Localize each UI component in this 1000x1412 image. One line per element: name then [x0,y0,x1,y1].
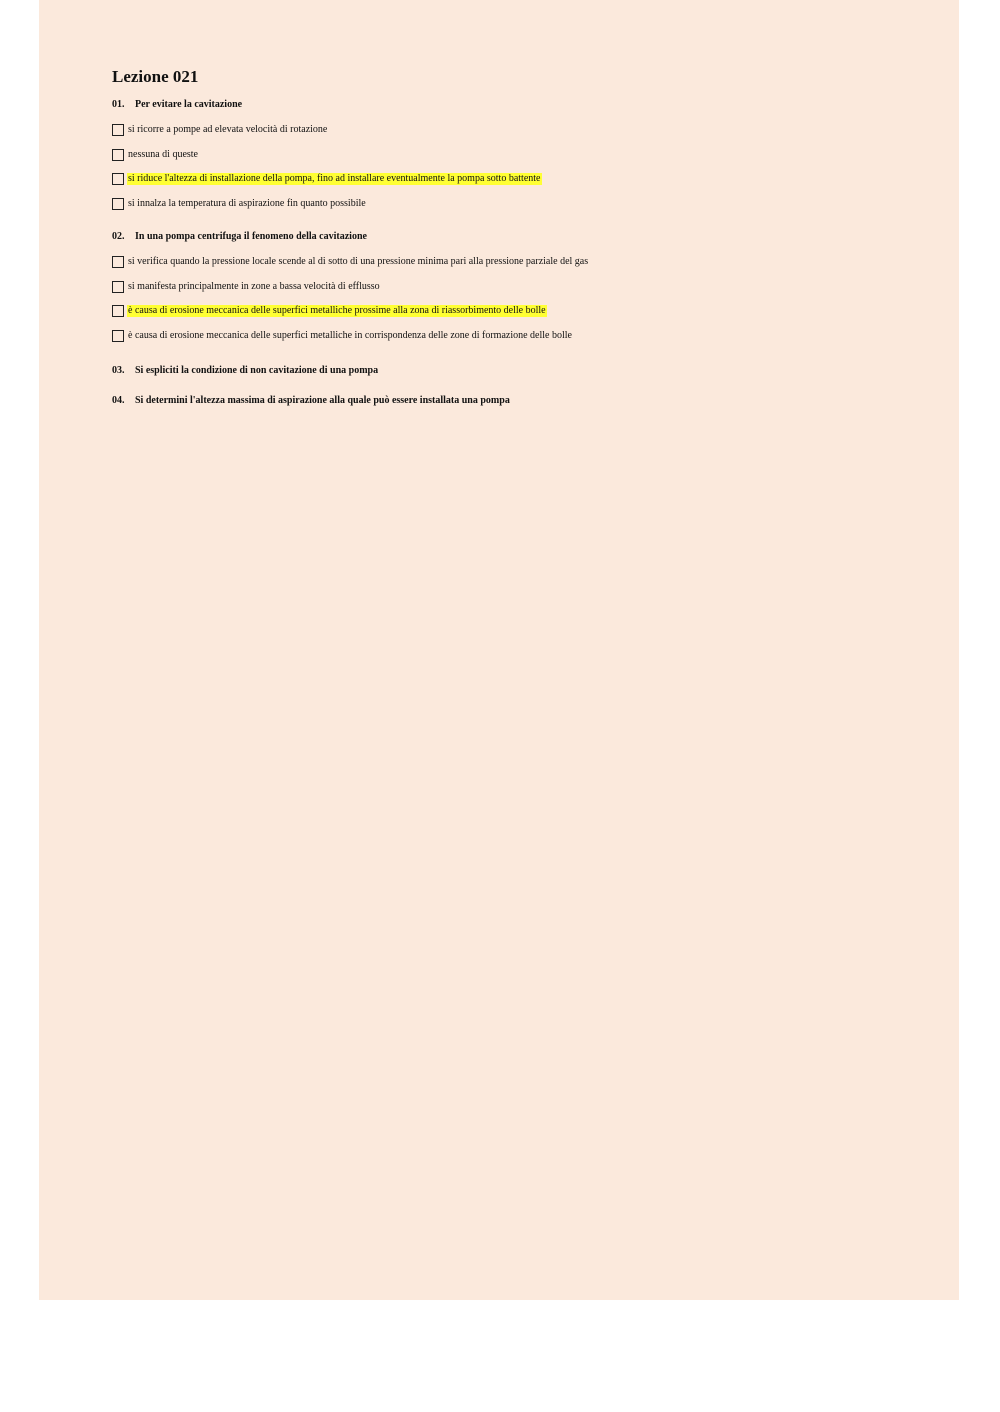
question-text: Si determini l'altezza massima di aspirazione alla quale può essere installata una pompa [135,395,510,406]
answer-checkbox[interactable] [112,149,124,161]
question-number: 01. [112,99,125,110]
answer-checkbox[interactable] [112,305,124,317]
question-1 [112,98,912,216]
question-2 [112,230,912,348]
answer-option [112,275,912,300]
answer-text: nessuna di queste [128,148,198,160]
answer-option [112,324,912,349]
answer-checkbox[interactable] [112,330,124,342]
question-text: Si espliciti la condizione di non cavitazione di una pompa [135,365,379,376]
answer-option [112,167,912,192]
answer-text: si ricorre a pompe ad elevata velocità di rotazione [128,124,328,136]
question-3 [112,364,912,378]
answer-text: si verifica quando la pressione locale scende al di sotto di una pressione minima pari alla pressione parziale del gas [128,256,589,268]
answer-option [112,192,912,217]
lesson-title: Lezione 021 [112,67,199,86]
answer-text: è causa di erosione meccanica delle superfici metalliche in corrispondenza delle zone di formazione delle bolle [128,329,572,341]
answer-checkbox[interactable] [112,198,124,210]
answer-text: si manifesta principalmente in zone a bassa velocità di efflusso [128,280,380,292]
answer-option [112,299,912,324]
answer-checkbox[interactable] [112,173,124,185]
highlighted-answer-text: è causa di erosione meccanica delle superfici metalliche prossime alla zona di riassorbimento delle bolle [128,305,546,317]
answer-option [112,118,912,143]
question-heading [112,394,912,408]
answer-text: si innalza la temperatura di aspirazione fin quanto possibile [128,197,366,209]
question-heading [112,364,912,378]
document-page [39,0,959,1300]
answer-option [112,250,912,275]
document-content [112,66,912,422]
answer-checkbox[interactable] [112,256,124,268]
answer-checkbox[interactable] [112,124,124,136]
question-text: In una pompa centrifuga il fenomeno della cavitazione [135,231,367,242]
answer-option [112,143,912,168]
question-text: Per evitare la cavitazione [135,99,243,110]
question-number: 02. [112,231,125,242]
answer-checkbox[interactable] [112,281,124,293]
question-number: 04. [112,395,125,406]
question-heading [112,230,912,244]
question-heading [112,98,912,112]
question-4 [112,394,912,408]
highlighted-answer-text: si riduce l'altezza di installazione della pompa, fino ad installare eventualmente la pompa sotto battente [128,173,541,185]
question-number: 03. [112,365,125,376]
